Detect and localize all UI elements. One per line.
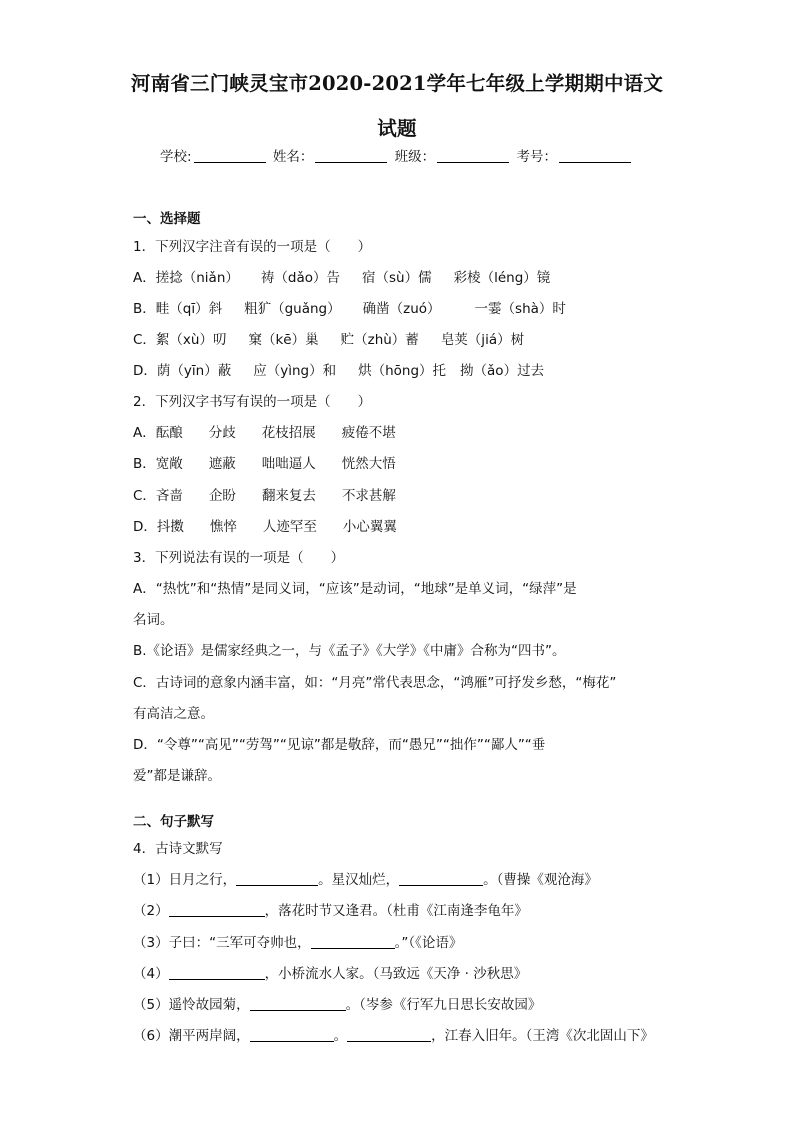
q2-stem: 2．下列汉字书写有误的一项是（ ） bbox=[133, 394, 372, 410]
q2-b-term: 咄咄逼人 bbox=[261, 456, 316, 472]
q1-c-term: C．絮（xù）叨 bbox=[133, 332, 227, 348]
q1-option-b bbox=[133, 297, 566, 317]
answer-blank[interactable] bbox=[250, 996, 346, 1011]
q4-stem: 4．古诗文默写 bbox=[133, 841, 223, 857]
q4-5-pre: （5）遥怜故园菊， bbox=[133, 997, 250, 1013]
q1-b-term: 粗犷（guǎng） bbox=[244, 301, 341, 317]
q3-option-a-line1: A．“热忱”和“热情”是同义词，“应该”是动词，“地球”是单义词，“绿萍”是 bbox=[133, 581, 577, 597]
q2-b-term: B．宽敞 bbox=[133, 456, 183, 472]
q4-item-1 bbox=[133, 868, 598, 888]
answer-blank[interactable] bbox=[169, 965, 265, 980]
name-label: 姓名： bbox=[272, 149, 314, 165]
q3-option-d-line1: D．“令尊”“高见”“劳驾”“见谅”都是敬辞，而“愚兄”“拙作”“鄙人”“垂 bbox=[133, 737, 546, 753]
q4-2-mid: ，落花时节又逢君。（杜甫《江南逢李龟年》 bbox=[264, 903, 528, 919]
exam-no-blank[interactable] bbox=[559, 148, 631, 163]
school-label: 学校: bbox=[160, 149, 192, 165]
q2-option-d bbox=[133, 515, 397, 535]
q1-d-term: 烘（hōng）托 bbox=[358, 363, 447, 379]
answer-blank[interactable] bbox=[236, 871, 318, 886]
q4-3-mid: 。”（《论语》 bbox=[394, 935, 463, 951]
q2-option-c bbox=[133, 484, 396, 504]
q4-4-mid: ，小桥流水人家。（马致远《天净 · 沙秋思》 bbox=[264, 966, 528, 982]
q2-b-term: 遮蔽 bbox=[208, 456, 236, 472]
q3-option-c-line1: C．古诗词的意象内涵丰富，如：“月亮”常代表思念，“鸿雁”可抒发乡愁，“梅花” bbox=[133, 675, 617, 691]
q1-a-term: 彩棱（léng）镜 bbox=[453, 270, 551, 286]
q4-6-post: ，江春入旧年。（王湾《次北固山下》 bbox=[431, 1028, 654, 1044]
q4-item-5 bbox=[133, 993, 541, 1013]
q1-c-term: 窠（kē）巢 bbox=[248, 332, 319, 348]
q1-a-term: A．搓捻（niǎn） bbox=[133, 270, 239, 286]
q4-item-2 bbox=[133, 899, 528, 919]
answer-blank[interactable] bbox=[169, 902, 265, 917]
q1-a-term: 祷（dǎo）告 bbox=[260, 270, 340, 286]
q3-option-d-line2: 爱”都是谦辞。 bbox=[133, 768, 221, 784]
q2-c-term: 企盼 bbox=[208, 488, 236, 504]
school-blank[interactable] bbox=[194, 148, 266, 163]
q1-stem: 1．下列汉字注音有误的一项是（ ） bbox=[133, 239, 372, 255]
student-info-row bbox=[0, 145, 794, 165]
q1-d-term: 拗（ǎo）过去 bbox=[460, 363, 545, 379]
q2-d-term: 憔悴 bbox=[209, 519, 237, 535]
q2-d-term: 小心翼翼 bbox=[342, 519, 397, 535]
q2-b-term: 恍然大悟 bbox=[341, 456, 396, 472]
answer-blank[interactable] bbox=[399, 871, 483, 886]
q1-c-term: 贮（zhù）蓄 bbox=[340, 332, 419, 348]
doc-title-line1: 河南省三门峡灵宝市2020-2021学年七年级上学期期中语文 bbox=[130, 72, 664, 95]
q1-c-term: 皂荚（jiá）树 bbox=[440, 332, 525, 348]
q4-6-mid: 。 bbox=[333, 1028, 348, 1044]
q4-2-pre: （2） bbox=[133, 903, 169, 919]
name-blank[interactable] bbox=[315, 148, 387, 163]
q2-a-term: A．酝酿 bbox=[133, 425, 183, 441]
q2-d-term: D．抖擞 bbox=[133, 519, 184, 535]
q2-c-term: 不求甚解 bbox=[341, 488, 396, 504]
q2-c-term: 翻来复去 bbox=[261, 488, 316, 504]
q3-option-a-line2: 名词。 bbox=[133, 612, 174, 628]
q4-item-6 bbox=[133, 1024, 654, 1044]
doc-title-line2: 试题 bbox=[377, 117, 417, 140]
q3-stem: 3．下列说法有误的一项是（ ） bbox=[133, 550, 345, 566]
q1-option-c bbox=[133, 328, 524, 348]
q2-a-term: 花枝招展 bbox=[261, 425, 316, 441]
q3-option-b: B.《论语》是儒家经典之一，与《孟子》《大学》《中庸》合称为“四书”。 bbox=[133, 643, 566, 659]
answer-blank[interactable] bbox=[311, 934, 395, 949]
q2-c-term: C．吝啬 bbox=[133, 488, 183, 504]
q4-1-post: 。（曹操《观沧海》 bbox=[483, 872, 598, 888]
class-blank[interactable] bbox=[437, 148, 509, 163]
q3-option-c-line2: 有高洁之意。 bbox=[133, 706, 214, 722]
q2-a-term: 疲倦不堪 bbox=[341, 425, 396, 441]
q4-5-mid: 。（岑参《行军九日思长安故园》 bbox=[345, 997, 542, 1013]
q1-d-term: 应（yìng）和 bbox=[253, 363, 337, 379]
exam-no-label: 考号： bbox=[516, 149, 557, 165]
q4-6-pre: （6）潮平两岸阔， bbox=[133, 1028, 250, 1044]
q2-option-b bbox=[133, 452, 396, 472]
q4-1-mid: 。星汉灿烂， bbox=[318, 872, 400, 888]
q1-option-a bbox=[133, 266, 550, 286]
q1-a-term: 宿（sù）儒 bbox=[361, 270, 432, 286]
q1-d-term: D．荫（yīn）蔽 bbox=[133, 363, 232, 379]
q1-b-term: B．畦（qī）斜 bbox=[133, 301, 223, 317]
q2-a-term: 分歧 bbox=[208, 425, 236, 441]
q1-option-d bbox=[133, 359, 544, 379]
q4-item-3 bbox=[133, 931, 462, 951]
q4-4-pre: （4） bbox=[133, 966, 169, 982]
class-label: 班级： bbox=[394, 149, 436, 165]
q1-b-term: 确凿（zuó） bbox=[362, 301, 441, 317]
q4-3-pre: （3）子曰：“三军可夺帅也， bbox=[133, 935, 311, 951]
q4-item-4 bbox=[133, 962, 527, 982]
q2-d-term: 人迹罕至 bbox=[262, 519, 317, 535]
answer-blank[interactable] bbox=[250, 1027, 334, 1042]
answer-blank[interactable] bbox=[347, 1027, 431, 1042]
q4-1-pre: （1）日月之行， bbox=[133, 872, 237, 888]
section2-heading: 二、句子默写 bbox=[133, 814, 214, 830]
q1-b-term: 一霎（shà）时 bbox=[474, 301, 566, 317]
section1-heading: 一、选择题 bbox=[133, 211, 201, 227]
q2-option-a bbox=[133, 421, 396, 441]
